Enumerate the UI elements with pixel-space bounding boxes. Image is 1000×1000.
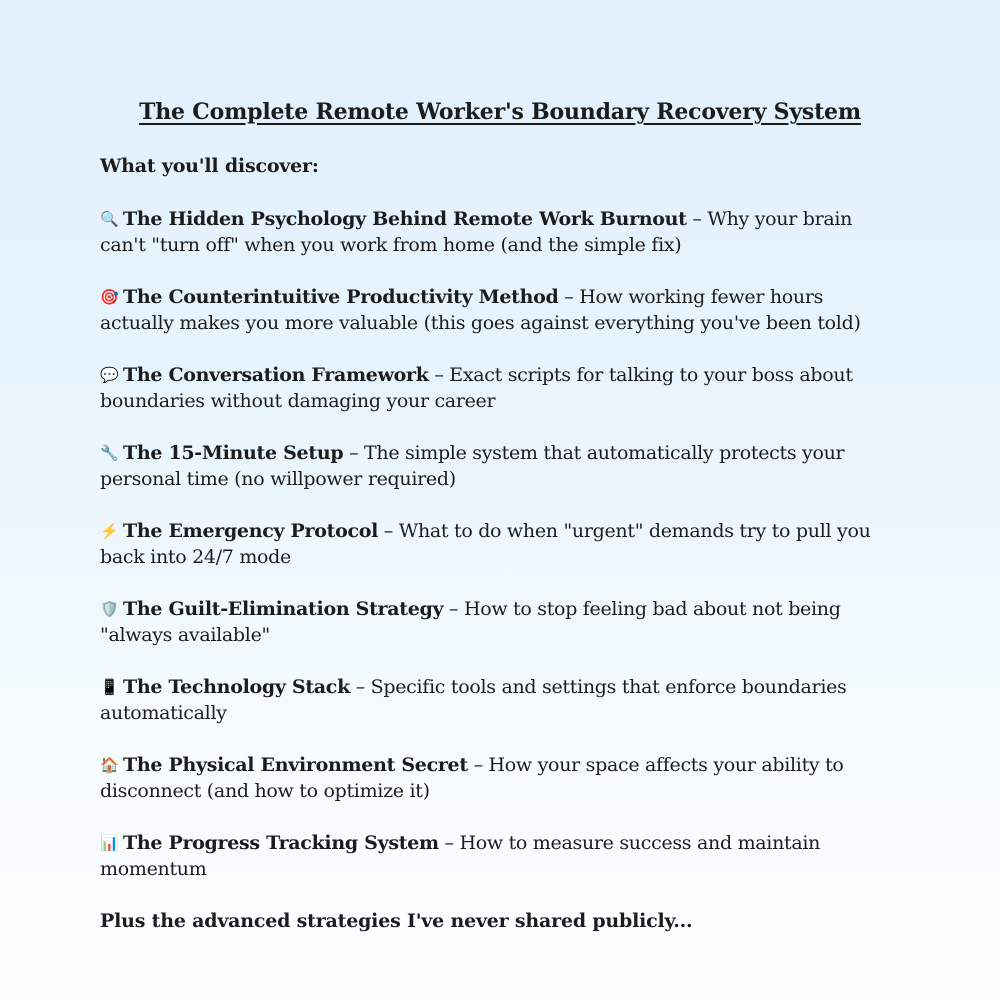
lightning-icon: ⚡	[100, 522, 119, 540]
list-item	[100, 674, 900, 726]
item-title: The Emergency Protocol	[123, 520, 379, 542]
item-description: – How your space affects your ability to disconnect (and how to optimize it)	[100, 754, 844, 802]
list-item	[100, 440, 900, 492]
item-title: The Guilt-Elimination Strategy	[123, 598, 444, 620]
magnifying-glass-icon: 🔍	[100, 210, 119, 228]
document-page	[100, 96, 900, 934]
item-title: The Conversation Framework	[123, 364, 429, 386]
item-description: – Why your brain can't "turn off" when you work from home (and the simple fix)	[100, 208, 853, 256]
item-title: The Progress Tracking System	[123, 832, 439, 854]
item-title: The 15-Minute Setup	[123, 442, 344, 464]
list-item	[100, 362, 900, 414]
mobile-phone-icon: 📱	[100, 678, 119, 696]
item-title: The Physical Environment Secret	[123, 754, 468, 776]
item-title: The Technology Stack	[123, 676, 350, 698]
item-description: – What to do when "urgent" demands try to pull you back into 24/7 mode	[100, 520, 871, 568]
item-description: – Specific tools and settings that enforce boundaries automatically	[100, 676, 847, 724]
list-item	[100, 206, 900, 258]
list-item	[100, 830, 900, 882]
list-item	[100, 596, 900, 648]
bar-chart-icon: 📊	[100, 834, 119, 852]
speech-bubble-icon: 💬	[100, 366, 119, 384]
item-description: – The simple system that automatically protects your personal time (no willpower required)	[100, 442, 845, 490]
list-item	[100, 284, 900, 336]
list-item	[100, 518, 900, 570]
closing-line: Plus the advanced strategies I've never shared publicly...	[100, 910, 693, 932]
page-title: The Complete Remote Worker's Boundary Recovery System	[139, 99, 861, 125]
house-icon: 🏠	[100, 756, 119, 774]
list-item	[100, 752, 900, 804]
item-title: The Hidden Psychology Behind Remote Work Burnout	[123, 208, 687, 230]
discovery-list	[100, 206, 900, 882]
item-description: – Exact scripts for talking to your boss about boundaries without damaging your career	[100, 364, 853, 412]
item-description: – How to stop feeling bad about not being "always available"	[100, 598, 841, 646]
item-description: – How working fewer hours actually makes you more valuable (this goes against everything you've been told)	[100, 286, 861, 334]
target-icon: 🎯	[100, 288, 119, 306]
item-title: The Counterintuitive Productivity Method	[123, 286, 559, 308]
item-description: – How to measure success and maintain momentum	[100, 832, 821, 880]
shield-icon: 🛡️	[100, 600, 119, 618]
wrench-icon: 🔧	[100, 444, 119, 462]
intro-heading: What you'll discover:	[100, 155, 319, 177]
